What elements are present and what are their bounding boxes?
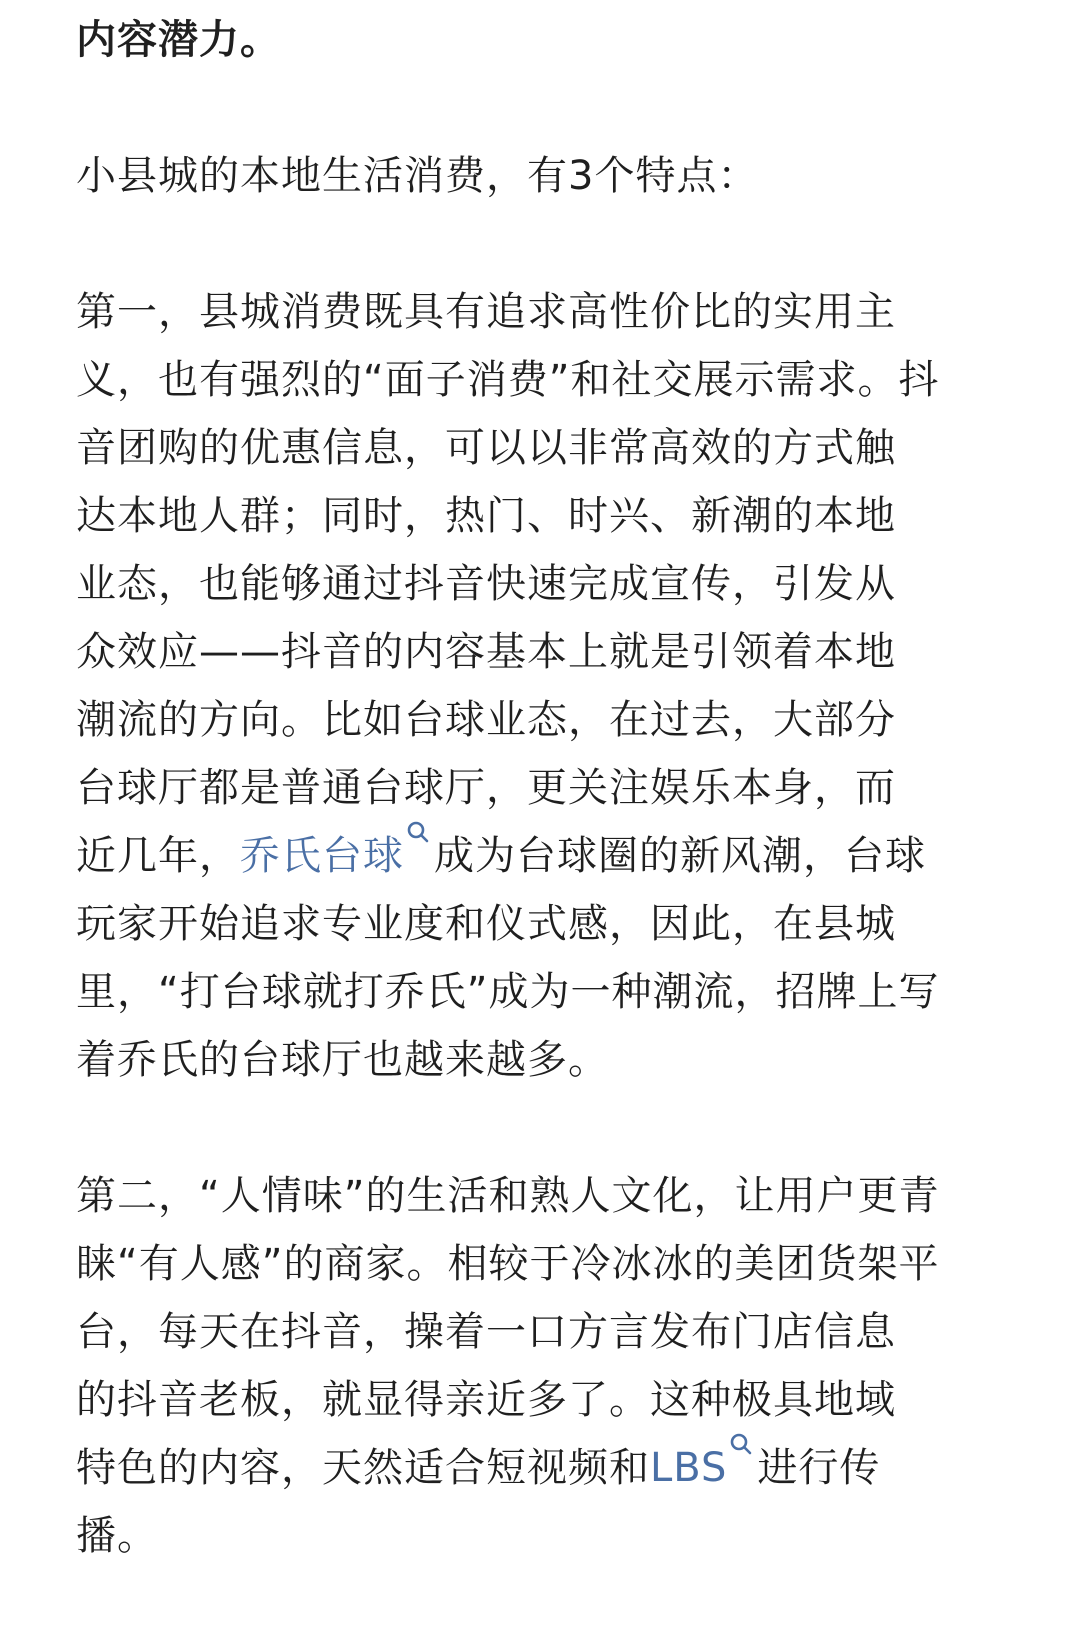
keyword-link-qiao-billiards[interactable]: 乔氏台球 xyxy=(240,833,404,879)
search-icon[interactable] xyxy=(404,816,434,856)
intro-tail: 内容潜力。 xyxy=(76,17,281,63)
section-intro: 小县城的本地生活消费，有3个特点： xyxy=(76,153,759,199)
paragraph-line: 玩家开始追求专业度和仪式感，因此，在县城 xyxy=(76,901,896,947)
paragraph-line: 播。 xyxy=(76,1513,158,1559)
paragraph-line xyxy=(76,822,926,890)
paragraph-line: 台球厅都是普通台球厅，更关注娱乐本身，而 xyxy=(76,765,896,811)
paragraph-line: 第二，“人情味”的生活和熟人文化，让用户更青 xyxy=(76,1173,940,1219)
paragraph-line: 义，也有强烈的“面子消费”和社交展示需求。抖 xyxy=(76,357,940,403)
paragraph-line: 众效应——抖音的内容基本上就是引领着本地 xyxy=(76,629,896,675)
search-icon[interactable] xyxy=(727,1428,757,1468)
paragraph-line: 音团购的优惠信息，可以以非常高效的方式触 xyxy=(76,425,896,471)
paragraph-line: 达本地人群；同时，热门、时兴、新潮的本地 xyxy=(76,493,896,539)
paragraph-line: 里，“打台球就打乔氏”成为一种潮流，招牌上写 xyxy=(76,969,940,1015)
paragraph-line: 台，每天在抖音，操着一口方言发布门店信息 xyxy=(76,1309,896,1355)
keyword-link-lbs[interactable]: LBS xyxy=(650,1445,728,1491)
paragraph-line: 着乔氏的台球厅也越来越多。 xyxy=(76,1037,609,1083)
line-text: 特色的内容，天然适合短视频和 xyxy=(76,1445,650,1491)
paragraph-line: 第一，县城消费既具有追求高性价比的实用主 xyxy=(76,289,896,335)
paragraph-line: 的抖音老板，就显得亲近多了。这种极具地域 xyxy=(76,1377,896,1423)
paragraph-line: 业态，也能够通过抖音快速完成宣传，引发从 xyxy=(76,561,896,607)
line-text: 近几年， xyxy=(76,833,240,879)
paragraph-line: 睐“有人感”的商家。相较于冷冰冰的美团货架平 xyxy=(76,1241,940,1287)
paragraph-line xyxy=(76,1434,880,1502)
paragraph-line: 潮流的方向。比如台球业态，在过去，大部分 xyxy=(76,697,896,743)
line-text: 成为台球圈的新风潮，台球 xyxy=(434,833,926,879)
line-text: 进行传 xyxy=(757,1445,881,1491)
